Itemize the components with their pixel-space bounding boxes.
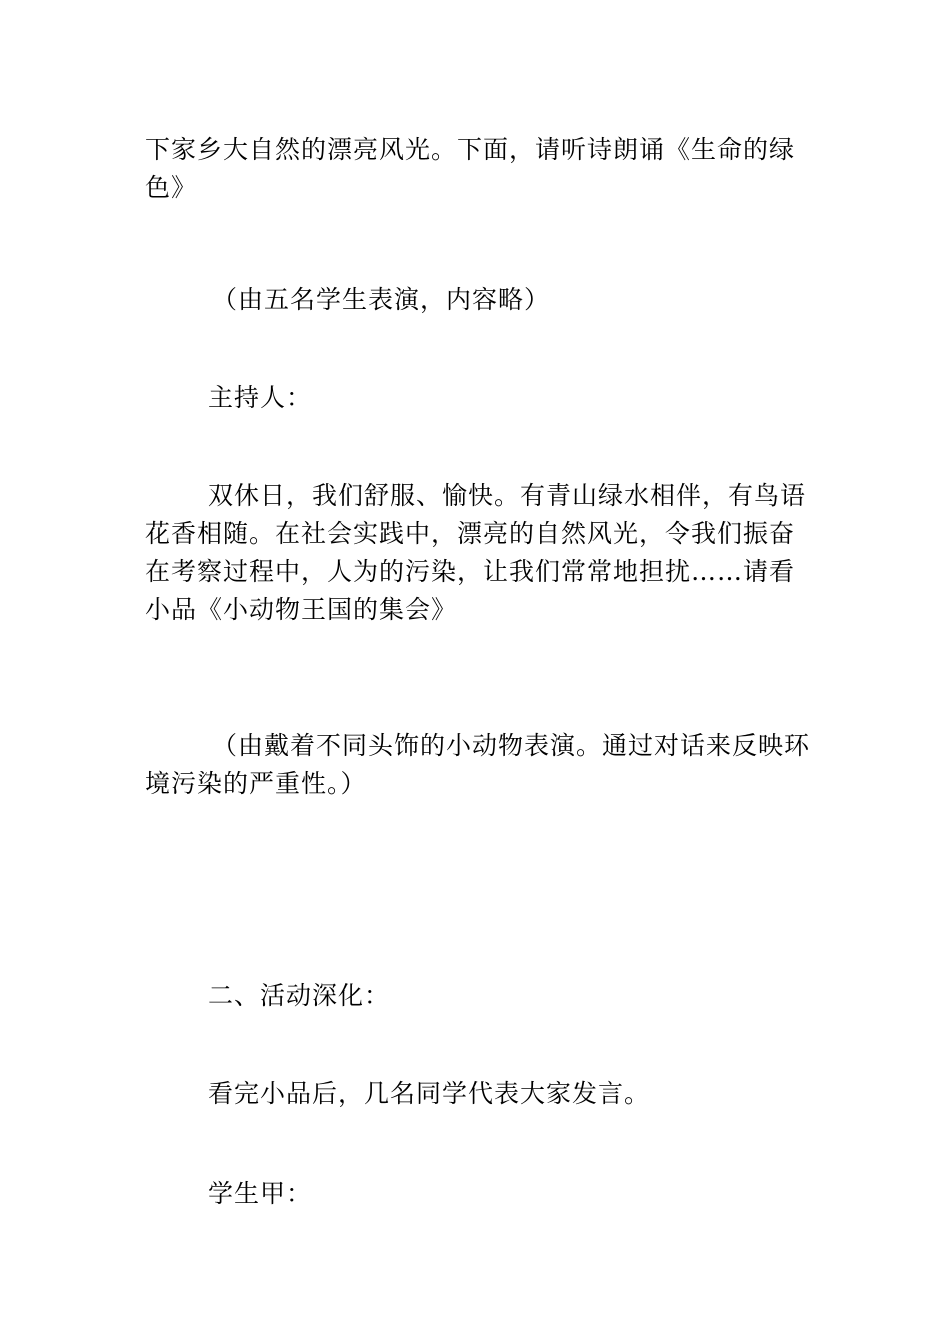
stage-direction: 境污染的严重性。） — [145, 769, 367, 798]
paragraph-line: 看完小品后，几名同学代表大家发言。 — [208, 1079, 651, 1108]
stage-direction: （由戴着不同头饰的小动物表演。通过对话来反映环 — [212, 731, 811, 760]
paragraph-line: 花香相随。在社会实践中，漂亮的自然风光，令我们振奋 — [145, 519, 796, 548]
section-heading: 二、活动深化： — [208, 981, 391, 1010]
paragraph-line: 下家乡大自然的漂亮风光。下面，请听诗朗诵《生命的绿 — [145, 135, 796, 164]
stage-direction: （由五名学生表演，内容略） — [212, 285, 551, 314]
speaker-label: 学生甲： — [208, 1179, 313, 1208]
paragraph-line: 双休日，我们舒服、愉快。有青山绿水相伴，有鸟语 — [208, 481, 807, 510]
paragraph-line: 在考察过程中，人为的污染，让我们常常地担扰……请看 — [145, 557, 796, 586]
speaker-label: 主持人： — [208, 383, 313, 412]
paragraph-line: 小品《小动物王国的集会》 — [145, 595, 458, 624]
paragraph-line: 色》 — [145, 173, 198, 202]
